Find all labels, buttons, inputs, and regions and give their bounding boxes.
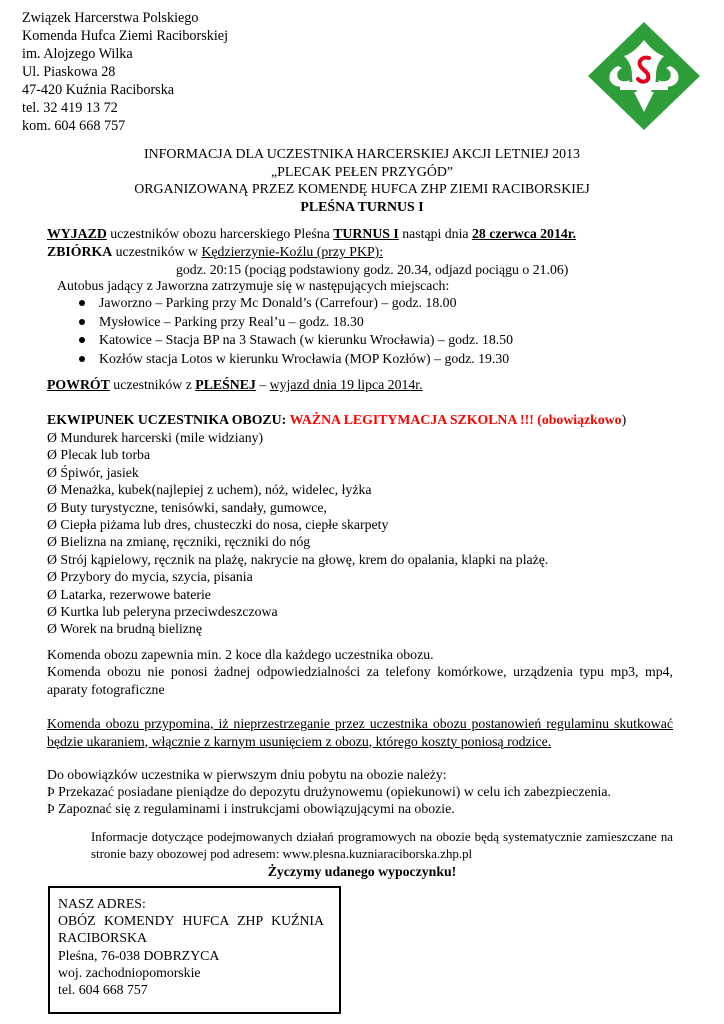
item-text: Przybory do mycia, szycia, pisania xyxy=(60,569,253,585)
bus-intro-line: Autobus jadący z Jaworzna zatrzymuje się w następujących miejscach: xyxy=(57,278,450,293)
equipment-label: EKWIPUNEK UCZESTNIKA OBOZU: xyxy=(47,412,287,427)
arrow-bullet-icon: Ø xyxy=(47,551,57,567)
liability-note: Komenda obozu nie ponosi żadnej odpowiedzialności za telefony komórkowe, urządzenia typu mp3, mp4, aparaty fotograficzne xyxy=(47,664,673,697)
item-text: Worek na brudną bieliznę xyxy=(60,621,202,637)
item-text: Menażka, kubek(najlepiej z uchem), nóż, widelec, łyżka xyxy=(60,482,372,498)
org-street: Ul. Piaskowa 28 xyxy=(22,64,116,80)
list-item: Kozłów stacja Lotos w kierunku Wrocławia (MOP Kozłów) – godz. 19.30 xyxy=(77,350,513,369)
item-text: Śpiwór, jasiek xyxy=(60,464,139,480)
blankets-note: Komenda obozu zapewnia min. 2 koce dla każdego uczestnika obozu. xyxy=(47,647,434,662)
gathering-line xyxy=(47,243,383,261)
list-item xyxy=(47,783,611,801)
return-label: POWRÓT xyxy=(47,377,110,392)
list-item xyxy=(47,516,548,533)
item-text: Plecak lub torba xyxy=(60,447,151,463)
document-title xyxy=(0,146,724,216)
item-text: Strój kąpielowy, ręcznik na plażę, nakrycie na głowę, krem do opalania, klapki na plażę. xyxy=(60,551,549,567)
org-phone: tel. 32 419 13 72 xyxy=(22,100,118,116)
arrow-bullet-icon: Ø xyxy=(47,499,57,515)
return-date: wyjazd dnia 19 lipca 2014r. xyxy=(269,377,423,392)
list-item xyxy=(47,603,548,620)
turnus-label: TURNUS I xyxy=(333,226,399,241)
equipment-list xyxy=(47,429,548,638)
equipment-heading xyxy=(47,411,626,429)
list-item: Mysłowice – Parking przy Real’u – godz. 18.30 xyxy=(77,313,513,332)
return-line xyxy=(47,376,423,394)
gathering-place: Kędzierzynie-Koźlu (przy PKP): xyxy=(201,244,384,259)
list-item xyxy=(47,446,548,463)
arrow-bullet-icon: Ø xyxy=(47,569,57,585)
address-phone: tel. 604 668 757 xyxy=(58,982,148,998)
zhp-lily-emblem-icon xyxy=(586,20,702,132)
arrow-bullet-icon: Ø xyxy=(47,586,57,602)
duties-intro: Do obowiązków uczestnika w pierwszym dniu pobytu na obozie należy: xyxy=(47,767,447,782)
item-text: Ciepła piżama lub dres, chusteczki do nosa, ciepłe skarpety xyxy=(60,517,389,533)
list-item xyxy=(47,586,548,603)
list-item xyxy=(47,620,548,637)
thorn-bullet-icon: Þ xyxy=(47,801,55,816)
departure-text-b: nastąpi dnia xyxy=(398,226,472,241)
item-text: Latarka, rezerwowe baterie xyxy=(60,586,211,602)
rules-warning: Komenda obozu przypomina, iż nieprzestrzeganie przez uczestnika obozu postanowień regulaminu skutkować będzie ukaraniem, włącznie z karnym usunięciem z obozu, którego koszty poniosą rodzice. xyxy=(47,716,673,749)
address-camp-name-cont: RACIBORSKA xyxy=(58,930,147,946)
org-city: 47-420 Kuźnia Raciborska xyxy=(22,82,175,98)
arrow-bullet-icon: Ø xyxy=(47,430,57,445)
departure-label: WYJAZD xyxy=(47,226,107,241)
return-text: uczestników z xyxy=(109,377,196,392)
arrow-bullet-icon: Ø xyxy=(47,464,57,480)
item-text: Przekazać posiadane pieniądze do depozytu drużynowemu (opiekunowi) w celu ich zabezpieczenia. xyxy=(58,784,611,799)
item-text: Buty turystyczne, tenisówki, sandały, gumowce, xyxy=(60,499,327,515)
arrow-bullet-icon: Ø xyxy=(47,517,57,533)
departure-text: uczestników obozu harcerskiego Pleśna xyxy=(106,226,334,241)
title-line-2: „PLECAK PEŁEN PRZYGÓD” xyxy=(270,164,454,180)
list-item xyxy=(47,800,455,818)
address-region: woj. zachodniopomorskie xyxy=(58,964,201,980)
org-patron: im. Alojzego Wilka xyxy=(22,46,133,62)
address-camp-name: OBÓZ KOMENDY HUFCA ZHP KUŹNIA xyxy=(58,913,324,929)
gathering-label: ZBIÓRKA xyxy=(47,244,113,259)
list-item xyxy=(47,499,548,516)
arrow-bullet-icon: Ø xyxy=(47,604,57,620)
org-mobile: kom. 604 668 757 xyxy=(22,118,126,134)
item-text: Kurtka lub peleryna przeciwdeszczowa xyxy=(60,604,278,620)
thorn-bullet-icon: Þ xyxy=(47,784,55,799)
list-item xyxy=(47,533,548,550)
address-locality: Pleśna, 76-038 DOBRZYCA xyxy=(58,947,220,963)
item-text: Bielizna na zmianę, ręczniki, ręczniki do nóg xyxy=(60,534,311,550)
program-info: Informacje dotyczące podejmowanych działań programowych na obozie będą systematycznie zamieszczane na stronie bazy obozowej pod adresem: www.plesna.kuzniaraciborska.zhp.pl xyxy=(91,830,673,861)
title-line-1: INFORMACJA DLA UCZESTNIKA HARCERSKIEJ AKCJI LETNIEJ 2013 xyxy=(143,147,581,162)
return-dash: – xyxy=(255,377,270,392)
camp-address-box xyxy=(48,886,341,1014)
return-place: PLEŚNEJ xyxy=(195,377,256,392)
gathering-text: uczestników w xyxy=(112,244,202,259)
arrow-bullet-icon: Ø xyxy=(47,534,57,550)
title-line-4: PLEŚNA TURNUS I xyxy=(300,199,424,215)
list-item xyxy=(47,568,548,585)
list-item xyxy=(47,429,548,446)
org-unit: Komenda Hufca Ziemi Raciborskiej xyxy=(22,28,229,44)
item-text: Mundurek harcerski (mile widziany) xyxy=(60,430,264,445)
train-time-line: godz. 20:15 (pociąg podstawiony godz. 20.34, odjazd pociągu o 21.06) xyxy=(176,262,569,277)
list-item: Jaworzno – Parking przy Mc Donald’s (Carrefour) – godz. 18.00 xyxy=(77,294,513,313)
list-item xyxy=(47,464,548,481)
item-text: Zapoznać się z regulaminami i instrukcjami obowiązującymi na obozie. xyxy=(58,801,455,816)
title-line-3: ORGANIZOWANĄ PRZEZ KOMENDĘ HUFCA ZHP ZIEMI RACIBORSKIEJ xyxy=(134,182,590,197)
arrow-bullet-icon: Ø xyxy=(47,621,57,637)
organization-header xyxy=(22,9,228,135)
org-name: Związek Harcerstwa Polskiego xyxy=(22,10,199,26)
address-heading: NASZ ADRES: xyxy=(58,896,146,911)
bus-stops-list xyxy=(77,294,513,368)
departure-line xyxy=(47,225,576,243)
list-item: Katowice – Stacja BP na 3 Stawach (w kierunku Wrocławia) – godz. 18.50 xyxy=(77,331,513,350)
arrow-bullet-icon: Ø xyxy=(47,447,57,463)
list-item xyxy=(47,551,548,568)
wishes-line: Życzymy udanego wypoczynku! xyxy=(267,864,457,879)
list-item xyxy=(47,481,548,498)
id-card-warning: WAŻNA LEGITYMACJA SZKOLNA !!! (obowiązkowo xyxy=(289,412,622,427)
warning-paren: ) xyxy=(621,412,627,427)
departure-date: 28 czerwca 2014r. xyxy=(471,226,577,241)
arrow-bullet-icon: Ø xyxy=(47,482,57,498)
